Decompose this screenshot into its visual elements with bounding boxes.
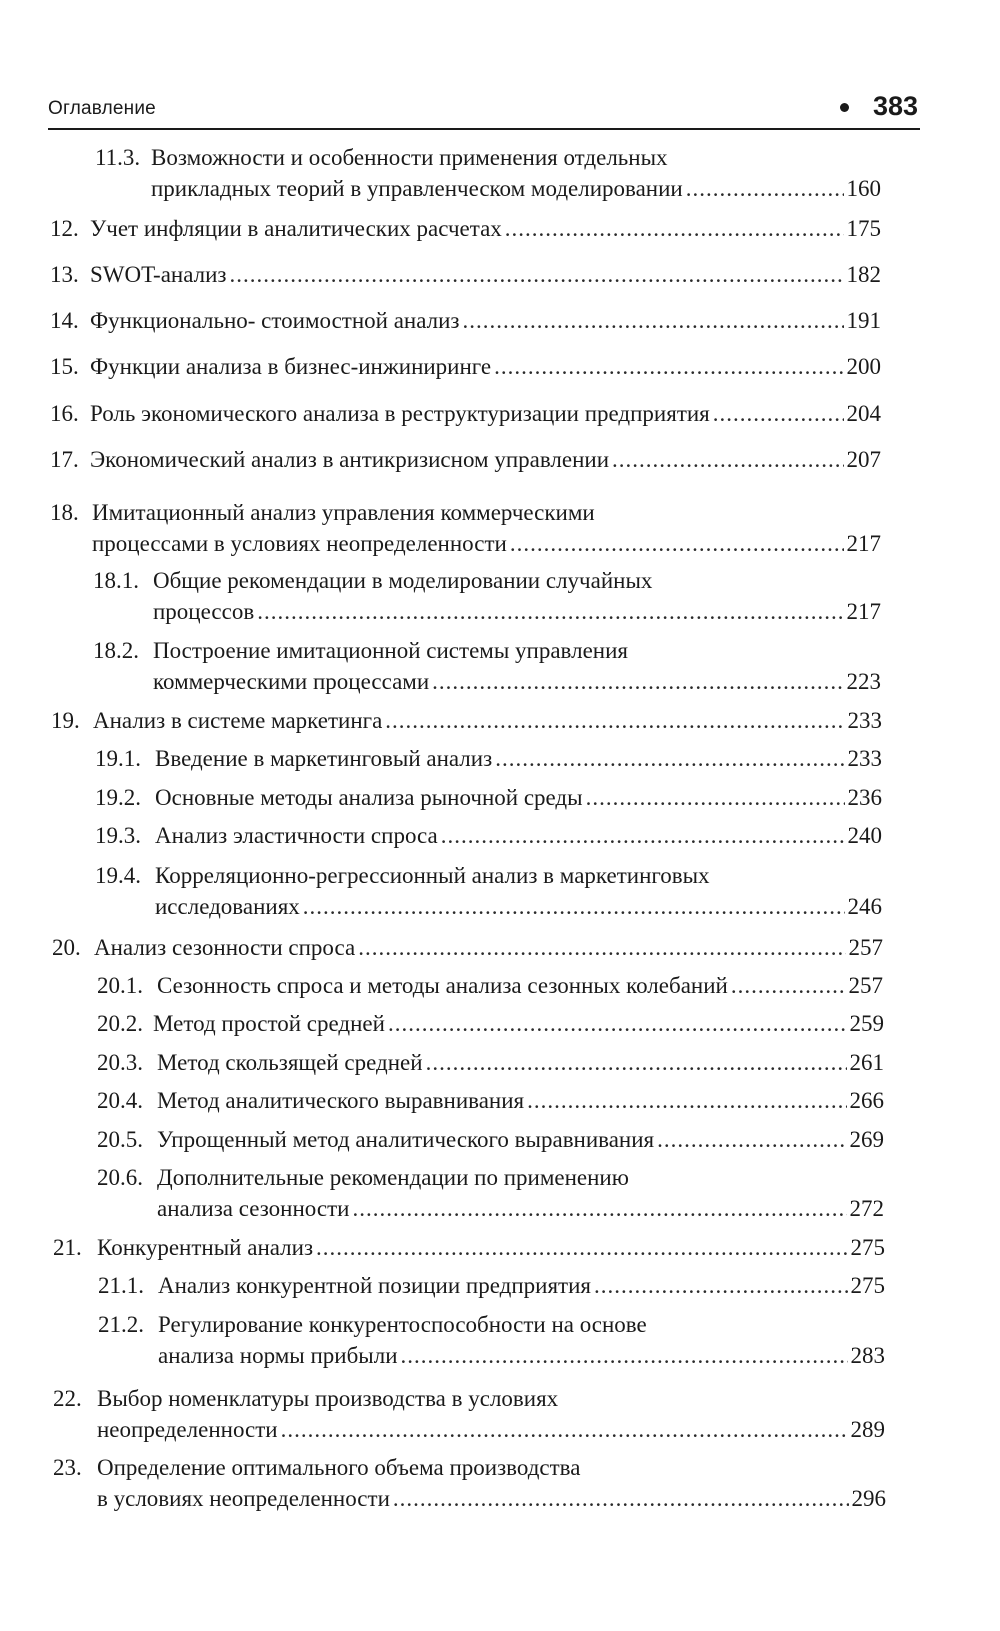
toc-entry-title-row (153, 1008, 884, 1039)
toc-entry[interactable] (95, 743, 882, 774)
toc-entry[interactable] (93, 635, 881, 697)
toc-entry-title-line: Введение в маркетинговый анализ (155, 746, 493, 771)
toc-entry-title-line: Функции анализа в бизнес-инжиниринге (90, 354, 492, 379)
toc-entry-page: 261 (849, 1050, 884, 1075)
toc-entry-title-line: Регулирование конкурентоспособности на основе (158, 1312, 647, 1337)
toc-entry[interactable] (98, 1270, 885, 1301)
toc-entry[interactable] (97, 1124, 884, 1155)
toc-entry-title-line: Определение оптимального объема производства (97, 1455, 581, 1480)
toc-entry-title-row (157, 1047, 884, 1078)
toc-entry-title-row (94, 932, 883, 963)
dot-leader (441, 820, 845, 851)
toc-entry-title-line: Возможности и особенности применения отдельных (151, 145, 668, 170)
toc-entry[interactable] (97, 970, 883, 1001)
toc-entry-number: 19.2. (95, 785, 141, 810)
dot-leader (527, 1085, 846, 1116)
toc-entry[interactable] (51, 705, 882, 736)
toc-entry[interactable] (95, 782, 882, 813)
toc-entry-page: 257 (848, 935, 883, 960)
toc-entry-title-line: коммерческими процессами (153, 669, 430, 694)
header-page-number: 383 (872, 91, 918, 121)
toc-entry-title-line: Метод аналитического выравнивания (157, 1088, 525, 1113)
toc-entry-title-row (158, 1270, 885, 1301)
toc-entry[interactable] (97, 1047, 884, 1078)
dot-leader (401, 1340, 848, 1371)
toc-entry-number: 15. (50, 354, 79, 379)
toc-entry-title-row (97, 1232, 885, 1263)
toc-entry-page: 217 (846, 599, 881, 624)
toc-entry-number: 12. (50, 216, 79, 241)
dot-leader (510, 528, 844, 559)
toc-entry-title-row (155, 782, 882, 813)
toc-entry-number: 20.4. (97, 1088, 143, 1113)
toc-entry-page: 289 (850, 1417, 885, 1442)
toc-entry-page: 266 (849, 1088, 884, 1113)
toc-entry[interactable] (53, 1232, 885, 1263)
toc-entry-title-row (90, 259, 881, 290)
toc-entry[interactable] (97, 1085, 884, 1116)
toc-entry-page: 191 (846, 308, 881, 333)
toc-entry-title-row (157, 1124, 884, 1155)
toc-entry-title-line: Анализ конкурентной позиции предприятия (158, 1273, 591, 1298)
toc-entry-title-row (155, 820, 882, 851)
toc-entry-page: 233 (847, 708, 882, 733)
toc-entry-title-line: SWOT-анализ (90, 262, 227, 287)
toc-entry-title-line: Дополнительные рекомендации по применению (157, 1165, 629, 1190)
toc-entry-title-row (155, 743, 882, 774)
toc-entry-title-line: Выбор номенклатуры производства в условиях (97, 1386, 559, 1411)
toc-entry-number: 22. (53, 1386, 82, 1411)
toc-entry-title-line: Анализ сезонности спроса (94, 935, 356, 960)
dot-leader (586, 782, 845, 813)
toc-entry-number: 11.3. (95, 145, 141, 170)
toc-entry[interactable] (50, 351, 881, 382)
toc-entry-title-row (90, 213, 881, 244)
toc-entry-page: 200 (846, 354, 881, 379)
toc-entry-number: 20.2. (97, 1011, 143, 1036)
toc-entry-page: 272 (849, 1196, 884, 1221)
toc-entry-page: 207 (846, 447, 881, 472)
toc-entry-number: 18.2. (93, 638, 139, 663)
toc-entry-page: 204 (846, 401, 881, 426)
toc-entry-title-line: неопределенности (97, 1417, 278, 1442)
toc-entry-page: 182 (846, 262, 881, 287)
dot-leader (657, 1124, 846, 1155)
toc-entry[interactable] (95, 860, 882, 922)
toc-entry-title-row (92, 528, 881, 559)
dot-leader (303, 891, 845, 922)
toc-entry-title-line: Экономический анализ в антикризисном управлении (90, 447, 610, 472)
toc-entry-title-line: Учет инфляции в аналитических расчетах (90, 216, 502, 241)
toc-entry-title-line: прикладных теорий в управленческом моделировании (151, 176, 683, 201)
toc-entry-number: 19.4. (95, 863, 141, 888)
toc-entry-title-row (153, 596, 881, 627)
toc-entry[interactable] (50, 497, 881, 559)
toc-entry[interactable] (53, 1452, 886, 1514)
toc-entry-title-line: Построение имитационной системы управления (153, 638, 628, 663)
toc-entry-page: 269 (849, 1127, 884, 1152)
toc-entry-title-line: процессами в условиях неопределенности (92, 531, 507, 556)
toc-entry-page: 275 (850, 1235, 885, 1260)
toc-entry-number: 21.2. (98, 1312, 144, 1337)
toc-entry-title-line: исследованиях (155, 894, 300, 919)
dot-leader (686, 173, 844, 204)
toc-entry[interactable] (50, 259, 881, 290)
dot-leader (713, 398, 844, 429)
toc-entry-page: 217 (846, 531, 881, 556)
dot-leader (388, 1008, 847, 1039)
dot-leader (385, 705, 844, 736)
toc-entry-page: 246 (847, 894, 882, 919)
dot-leader (281, 1414, 848, 1445)
toc-entry-number: 20.5. (97, 1127, 143, 1152)
toc-entry-title-line: Упрощенный метод аналитического выравнивания (157, 1127, 655, 1152)
dot-leader (257, 596, 843, 627)
toc-entry-number: 20. (52, 935, 81, 960)
toc-entry-title-row (155, 891, 882, 922)
toc-entry[interactable] (95, 820, 882, 851)
toc-entry-title-line: анализа нормы прибыли (158, 1343, 398, 1368)
toc-entry-number: 19. (51, 708, 80, 733)
toc-entry-title-row (90, 305, 881, 336)
toc-entry-number: 13. (50, 262, 79, 287)
toc-entry-title-line: Основные методы анализа рыночной среды (155, 785, 583, 810)
dot-leader (505, 213, 844, 244)
dot-leader (463, 305, 844, 336)
dot-leader (230, 259, 844, 290)
dot-leader (594, 1270, 848, 1301)
toc-entry-title-row (157, 1193, 884, 1224)
toc-entry-title-line: Корреляционно-регрессионный анализ в маркетинговых (155, 863, 710, 888)
dot-leader (731, 970, 846, 1001)
toc-entry[interactable] (50, 213, 881, 244)
toc-entry-title-row (158, 1340, 885, 1371)
toc-entry-page: 233 (847, 746, 882, 771)
toc-entry-page: 259 (849, 1011, 884, 1036)
toc-entry-number: 17. (50, 447, 79, 472)
toc-entry-number: 21. (53, 1235, 82, 1260)
toc-entry-title-row (151, 173, 881, 204)
toc-entry-number: 19.1. (95, 746, 141, 771)
toc-entry-title-row (90, 351, 881, 382)
toc-entry[interactable] (98, 1309, 885, 1371)
toc-entry-title-line: Анализ эластичности спроса (155, 823, 438, 848)
toc-entry[interactable] (95, 142, 881, 204)
dot-leader (393, 1483, 849, 1514)
toc-entry-page: 223 (846, 669, 881, 694)
toc-entry-title-row (153, 666, 881, 697)
toc-entry-number: 18.1. (93, 568, 139, 593)
toc-entry-number: 23. (53, 1455, 82, 1480)
dot-leader (352, 1193, 846, 1224)
toc-entry-title-row (97, 1483, 886, 1514)
toc-entry-number: 20.1. (97, 973, 143, 998)
toc-entry-title-line: Анализ в системе маркетинга (93, 708, 383, 733)
toc-entry[interactable] (93, 565, 881, 627)
toc-entry-page: 160 (846, 176, 881, 201)
toc-entry[interactable] (50, 444, 881, 475)
toc-entry-page: 296 (851, 1486, 886, 1511)
dot-leader (358, 932, 845, 963)
toc-entry[interactable] (53, 1383, 885, 1445)
toc-entry-title-row (93, 705, 882, 736)
toc-entry[interactable] (50, 305, 881, 336)
toc-entry-page: 257 (848, 973, 883, 998)
toc-entry-title-line: Конкурентный анализ (97, 1235, 314, 1260)
dot-leader (494, 351, 843, 382)
toc-entry[interactable] (52, 932, 883, 963)
header-title: Оглавление (48, 98, 156, 119)
dot-leader (432, 666, 843, 697)
toc-entry-title-line: в условиях неопределенности (97, 1486, 390, 1511)
toc-entry[interactable] (97, 1008, 884, 1039)
toc-entry-title-line: Сезонность спроса и методы анализа сезонных колебаний (157, 973, 728, 998)
toc-entry-page: 275 (850, 1273, 885, 1298)
toc-entry-title-row (97, 1414, 885, 1445)
toc-entry-title-row (90, 444, 881, 475)
toc-entry-title-row (90, 398, 881, 429)
toc-entry-page: 236 (847, 785, 882, 810)
toc-entry-title-line: Имитационный анализ управления коммерческими (92, 500, 595, 525)
toc-entry-number: 14. (50, 308, 79, 333)
toc-entry-page: 175 (846, 216, 881, 241)
dot-leader (612, 444, 843, 475)
toc-entry[interactable] (50, 398, 881, 429)
toc-entry-page: 240 (847, 823, 882, 848)
toc-entry-number: 21.1. (98, 1273, 144, 1298)
toc-entry-title-line: Метод простой средней (153, 1011, 385, 1036)
toc-entry-number: 20.6. (97, 1165, 143, 1190)
toc-entry[interactable] (97, 1162, 884, 1224)
dot-leader (495, 743, 844, 774)
toc-entry-number: 18. (50, 500, 79, 525)
toc-entry-title-row (157, 970, 883, 1001)
toc-entry-title-line: анализа сезонности (157, 1196, 350, 1221)
toc-entry-number: 19.3. (95, 823, 141, 848)
toc-entry-title-line: Функционально- стоимостной анализ (90, 308, 460, 333)
toc-entry-title-line: процессов (153, 599, 255, 624)
toc-entry-number: 16. (50, 401, 79, 426)
toc-entry-number: 20.3. (97, 1050, 143, 1075)
toc-entry-page: 283 (850, 1343, 885, 1368)
toc-entry-title-row (157, 1085, 884, 1116)
dot-leader (426, 1047, 847, 1078)
toc-entry-title-line: Метод скользящей средней (157, 1050, 423, 1075)
toc-entry-title-line: Общие рекомендации в моделировании случайных (153, 568, 653, 593)
dot-leader (316, 1232, 847, 1263)
toc-entry-title-line: Роль экономического анализа в реструктуризации предприятия (90, 401, 710, 426)
